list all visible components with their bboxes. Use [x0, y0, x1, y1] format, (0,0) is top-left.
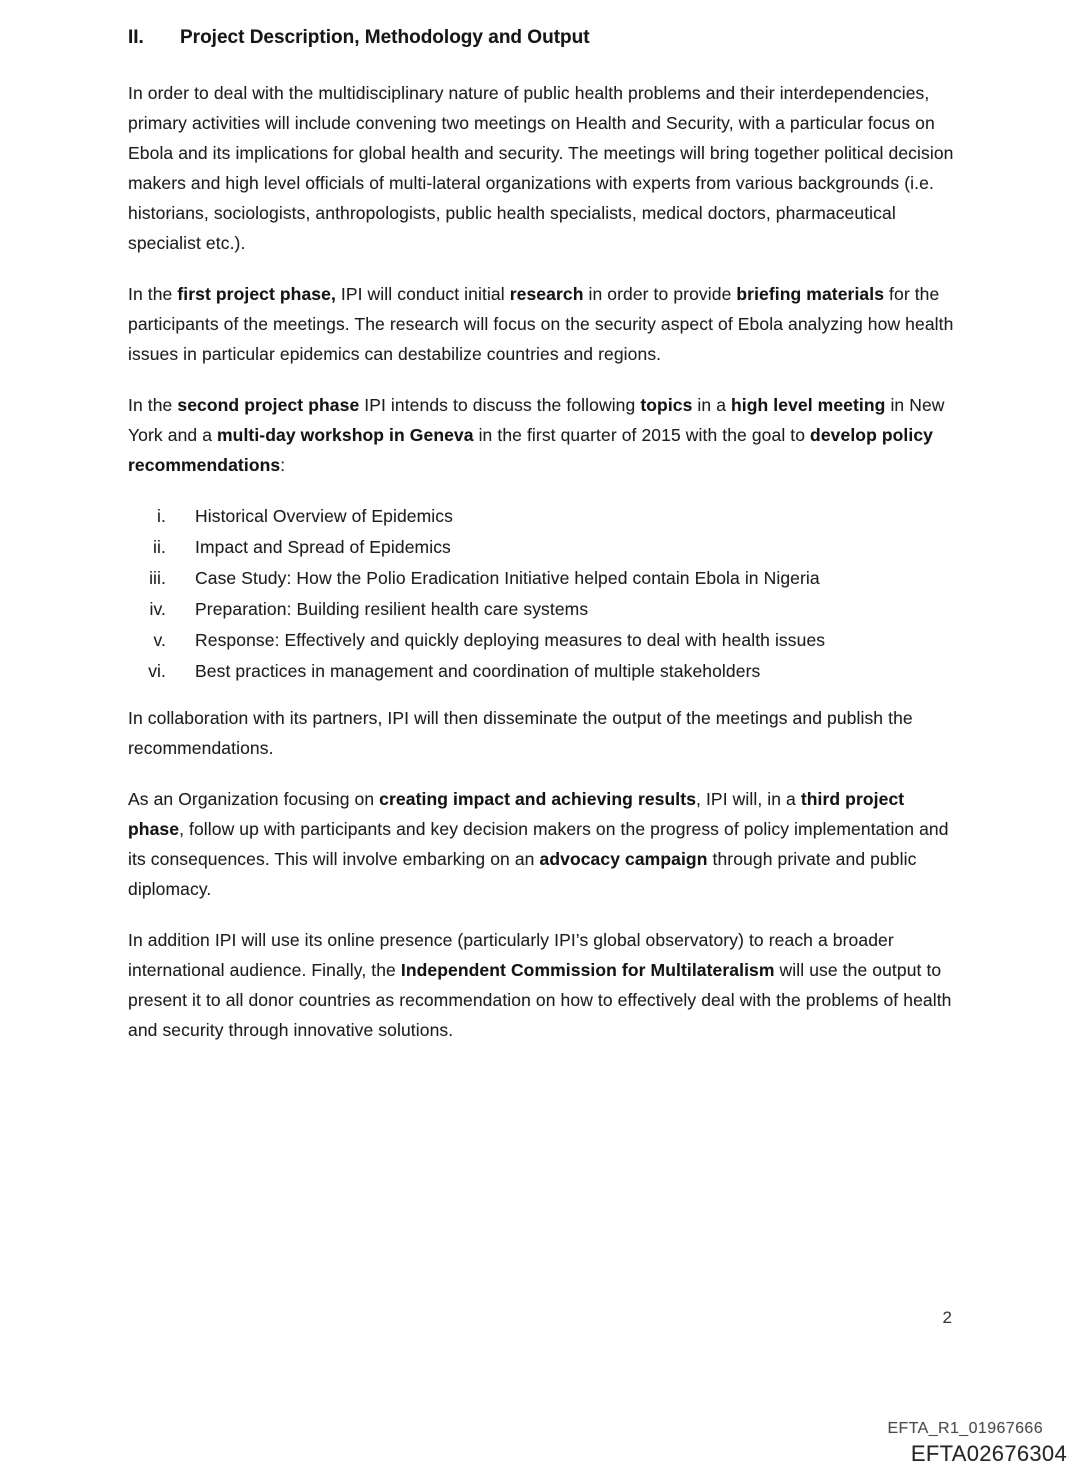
topic-item-numeral: v.	[153, 630, 166, 650]
topic-list-item	[128, 625, 954, 656]
topic-list-item	[128, 563, 954, 594]
topic-item-text: Preparation: Building resilient health care systems	[195, 599, 589, 619]
bold-text-run: high level meeting	[731, 395, 886, 415]
text-run: IPI will conduct initial	[335, 284, 510, 304]
paragraph-dissemination	[128, 703, 954, 763]
paragraph-online-presence	[128, 925, 954, 1045]
bold-text-run: develop policy recommendations	[128, 425, 934, 475]
text-run: in New York and a	[128, 395, 945, 445]
bold-text-run: second project phase	[177, 395, 360, 415]
bold-text-run: multi-day workshop in Geneva	[217, 425, 474, 445]
section-number: II.	[128, 27, 144, 48]
bates-number-bottom: EFTA02676304	[910, 1441, 1067, 1466]
text-run: through private and public diplomacy.	[128, 849, 917, 899]
bates-number-top: EFTA_R1_01967666	[887, 1420, 1043, 1437]
text-run: In the	[128, 395, 178, 415]
topic-list	[128, 501, 954, 687]
topic-item-numeral: iii.	[149, 568, 166, 588]
text-run: IPI intends to discuss the following	[359, 395, 641, 415]
text-run: In collaboration with its partners, IPI will then disseminate the output of the meetings and publish the recommendations.	[128, 708, 913, 758]
paragraph-second-phase	[128, 390, 954, 480]
paragraph-third-phase	[128, 784, 954, 904]
bold-text-run: third project phase	[128, 789, 905, 839]
topic-item-text: Response: Effectively and quickly deploying measures to deal with health issues	[195, 630, 826, 650]
topic-list-item	[128, 532, 954, 563]
topic-list-item	[128, 501, 954, 532]
topic-list-item	[128, 594, 954, 625]
bold-text-run: creating impact and achieving results	[379, 789, 697, 809]
topic-item-numeral: i.	[157, 506, 166, 526]
paragraph-intro	[128, 78, 954, 258]
paragraph-first-phase	[128, 279, 954, 369]
text-run: in a	[692, 395, 731, 415]
text-run: , IPI will, in a	[696, 789, 801, 809]
text-run: In order to deal with the multidisciplinary nature of public health problems and their interdependencies, primary activities will include convening two meetings on Health and Security, with a particular focus on Ebola and its implications for global health and security. The meetings will bring together political decision makers and high level officials of multi-lateral organizations with experts from various backgrounds (i.e. historians, sociologists, anthropologists, public health specialists, medical doctors, pharmaceutical specialist etc.).	[128, 83, 954, 253]
text-run: , follow up with participants and key decision makers on the progress of policy implementation and its consequences. This will involve embarking on an	[128, 819, 949, 869]
bold-text-run: first project phase,	[177, 284, 336, 304]
text-run: As an Organization focusing on	[128, 789, 380, 809]
document-content	[128, 25, 954, 1066]
topic-item-text: Case Study: How the Polio Eradication Initiative helped contain Ebola in Nigeria	[195, 568, 820, 588]
text-run: In the	[128, 284, 178, 304]
bold-text-run: research	[509, 284, 584, 304]
bold-text-run: advocacy campaign	[539, 849, 708, 869]
bold-text-run: Independent Commission for Multilateralism	[400, 960, 775, 980]
text-run: will use the output to present it to all donor countries as recommendation on how to effectively deal with the problems of health and security through innovative solutions.	[128, 960, 952, 1040]
text-run: in the first quarter of 2015 with the goal to	[473, 425, 811, 445]
topic-list-item	[128, 656, 954, 687]
topic-item-numeral: iv.	[149, 599, 166, 619]
text-run: :	[280, 455, 286, 475]
bold-text-run: topics	[640, 395, 693, 415]
section-title: Project Description, Methodology and Output	[180, 27, 590, 48]
text-run: in order to provide	[583, 284, 737, 304]
topic-item-numeral: ii.	[153, 537, 166, 557]
text-run: for the participants of the meetings. The research will focus on the security aspect of Ebola analyzing how health issues in particular epidemics can destabilize countries and regions.	[128, 284, 954, 364]
text-run: In addition IPI will use its online presence (particularly IPI’s global observatory) to reach a broader international audience. Finally, the	[128, 930, 894, 980]
topic-item-text: Best practices in management and coordination of multiple stakeholders	[195, 661, 761, 681]
topic-item-text: Historical Overview of Epidemics	[195, 506, 453, 526]
bold-text-run: briefing materials	[736, 284, 885, 304]
page-number: 2	[942, 1308, 952, 1327]
topic-item-text: Impact and Spread of Epidemics	[195, 537, 451, 557]
section-heading	[128, 25, 954, 51]
topic-item-numeral: vi.	[148, 661, 166, 681]
